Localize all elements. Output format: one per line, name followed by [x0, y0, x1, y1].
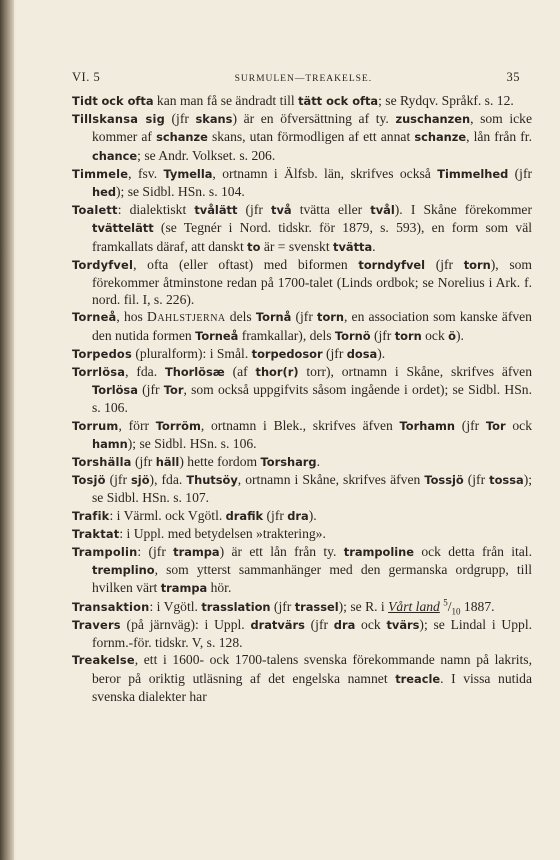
bold-term: tvärs — [386, 617, 420, 632]
entry-text: ). — [377, 345, 386, 361]
headword: Tillskansa sig — [72, 112, 165, 127]
entry-text: . — [316, 454, 320, 470]
bold-term: to — [247, 239, 261, 254]
entry-text: : i Vgötl. — [149, 598, 202, 614]
headword: Transaktion — [72, 599, 150, 614]
entry-text: ; se Rydqv. Språkf. s. 12. — [378, 93, 514, 108]
entry-text: (jfr — [270, 598, 295, 614]
entry-text: : i Uppl. med betydelsen »traktering». — [119, 525, 326, 541]
entry-text: (jfr — [164, 111, 196, 127]
entry-text: ock — [355, 616, 387, 632]
entry-text: ) är en öfversättning af ty. — [232, 111, 396, 127]
entry-torrum — [72, 417, 532, 453]
bold-term: Thutsöy — [186, 473, 238, 488]
entry-text: ); se R. i — [338, 598, 389, 614]
entry-text: , som ytterst sammanhänger med den germanska ordgrupp, till hvilken värt — [92, 562, 532, 596]
entry-text: : dialektiskt — [117, 202, 195, 218]
bold-term: torndyfvel — [358, 257, 425, 272]
entry-torpedos — [72, 345, 532, 363]
bold-term: dra — [287, 508, 309, 523]
entry-text: : (jfr — [137, 544, 174, 560]
headword: Torshälla — [72, 455, 132, 470]
entry-text: (jfr — [322, 345, 347, 361]
entry-text: , lån från fr. — [466, 129, 532, 145]
entry-text: (af — [224, 364, 256, 380]
headword: Timmele — [72, 166, 129, 181]
headword: Torrlösa — [72, 365, 126, 380]
entry-torrlosa — [72, 363, 532, 417]
running-header — [72, 70, 520, 85]
entry-tordyfvel — [72, 256, 532, 309]
entry-text: ). — [308, 507, 317, 523]
bold-term: tvättelätt — [92, 221, 154, 236]
bold-term: Tor — [485, 418, 506, 433]
entry-text: , ett i 1600- ock 1700-talens svenska förekommande namn på lakrits, beror på oriktig utläsning af det engelska namnet — [92, 652, 532, 686]
bold-term: Tornå — [255, 310, 292, 325]
bold-term: treacle — [395, 671, 441, 686]
bold-term: Tossjö — [424, 473, 464, 488]
bold-term: Tornö — [334, 328, 371, 343]
entry-trampolin — [72, 543, 532, 598]
bold-term: thor(r) — [255, 365, 299, 380]
entry-text: är = svenskt — [260, 238, 334, 254]
bold-term: Torlösa — [92, 383, 138, 398]
entry-text: hör. — [207, 580, 232, 596]
entry-text: dels — [225, 309, 256, 325]
entry-text: (jfr — [131, 454, 156, 470]
entry-text: . I vissa nutida svenska dialekter har — [92, 670, 532, 704]
bold-term: dosa — [346, 346, 378, 361]
bold-term: Torneå — [195, 328, 239, 343]
bold-term: dratvärs — [250, 617, 305, 632]
headword: Tidt — [72, 94, 99, 108]
entry-timmele — [72, 165, 532, 201]
entry-text: framkallar), dels — [238, 327, 335, 343]
bold-term: trasslation — [201, 599, 271, 614]
entry-text: , en association som kanske äfven den nutida formen — [92, 309, 532, 343]
entry-toalett — [72, 201, 532, 256]
entry-text: ), fda. — [149, 472, 187, 488]
entry-text: ); se Lindal i Uppl. fornm.-för. tidskr. V, s. 128. — [92, 616, 532, 651]
headword: Treakelse — [72, 653, 135, 668]
bold-term: chance — [92, 148, 138, 163]
bold-term: tremplino — [92, 563, 155, 578]
bold-term: trampa — [160, 581, 208, 596]
bold-term: schanze — [414, 130, 467, 145]
bold-term: sjö — [131, 473, 150, 488]
bold-term: torpedosor — [251, 346, 323, 361]
headword: Torpedos — [72, 346, 132, 361]
entry-text: , ofta (eller oftast) med biformen — [133, 256, 359, 272]
headword: Torrum — [72, 418, 119, 433]
headword: Torneå — [72, 310, 117, 325]
entry-text: (jfr — [455, 417, 486, 433]
bold-term: Torsharg — [260, 455, 317, 470]
bold-term: skans — [195, 112, 233, 127]
entry-text: skans, utan förmodligen af ett annat — [207, 129, 415, 145]
bold-term: trassel — [294, 599, 339, 614]
entry-text: , som också uppgifvits såsom ingående i ordet); se Sidbl. HSn. s. 106. — [92, 382, 532, 416]
headword: Toalett — [72, 203, 118, 218]
bold-term: hamn — [92, 436, 128, 451]
entry-text: , hos — [116, 309, 147, 325]
entry-text: ). I Skåne förekommer — [394, 202, 532, 218]
bold-term: Thorlösæ — [164, 365, 225, 380]
bold-term: Tor — [163, 383, 184, 398]
headword: Tordyfvel — [72, 257, 134, 272]
entry-travers — [72, 616, 532, 651]
entry-text: ) hette fordom — [179, 454, 261, 470]
bold-term: häll — [155, 455, 180, 470]
bold-term: schanze — [156, 130, 208, 145]
section-number: VI. 5 — [72, 70, 101, 84]
entry-text: (jfr — [463, 472, 490, 488]
dictionary-entries — [72, 92, 532, 705]
entry-text: . — [372, 238, 376, 254]
bold-term: Tymella — [163, 166, 213, 181]
bold-term: trampoline — [343, 545, 415, 560]
bold-term: trampa — [173, 545, 220, 560]
entry-text: (jfr — [291, 309, 318, 325]
bold-term: drafik — [225, 508, 264, 523]
entry-torshalla — [72, 453, 532, 471]
bold-term: torn — [463, 257, 491, 272]
entry-tidt — [72, 92, 532, 110]
entry-text: (jfr — [263, 507, 288, 523]
entry-text: ), som förekommer åtminstone redan på 1700-talet (Linds ordbok; se Norelius i Ark. f. nord. fil. I, s. 226). — [92, 256, 533, 308]
headword: Tosjö — [72, 473, 106, 488]
entry-text: (jfr — [370, 327, 395, 343]
page-number: 35 — [506, 70, 520, 84]
entry-text: (jfr — [508, 165, 532, 181]
bold-term: torn — [394, 328, 422, 343]
scan-binding-edge — [0, 0, 14, 860]
bold-term: ö — [448, 328, 456, 343]
entry-text: ) är ett lån från ty. — [219, 544, 344, 560]
journal-title: Vårt land — [388, 598, 440, 614]
bold-term: hed — [92, 185, 116, 200]
bold-term: zuschanzen — [395, 112, 471, 127]
bold-term: Torhamn — [399, 418, 456, 433]
headword: Traktat — [72, 526, 120, 541]
entry-text: , som icke kommer af — [92, 111, 533, 145]
entry-text: , förr — [118, 417, 156, 433]
date-slash: / — [447, 598, 452, 614]
bold-term: ock ofta — [101, 94, 154, 108]
entry-text: tvätta eller — [291, 202, 371, 218]
entry-text: (pluralform): i Smål. — [131, 345, 252, 361]
headword: Trampolin — [72, 545, 138, 560]
entry-text: , fsv. — [128, 165, 164, 181]
entry-text: ock — [421, 327, 449, 343]
entry-text: , fda. — [125, 364, 165, 380]
bold-term: Torröm — [155, 418, 201, 433]
entry-tornea — [72, 308, 532, 344]
entry-text: (se Tegnér i Nord. tidskr. för 1879, s. 593), en form som väl framkallats däraf, att danskt — [92, 220, 532, 254]
entry-transaktion — [72, 598, 532, 616]
entry-text: ). — [455, 327, 464, 343]
entry-text: , ortnamn i Älfsb. län, skrifves också — [212, 165, 438, 181]
entry-text: (jfr — [237, 202, 272, 218]
entry-tillskansa — [72, 110, 532, 165]
entry-trafik — [72, 507, 532, 525]
entry-text: (på järnväg): i Uppl. — [120, 616, 251, 632]
author-name: Dahlstjerna — [147, 309, 226, 325]
bold-term: dra — [333, 617, 356, 632]
headword: Travers — [72, 617, 121, 632]
entry-text: (jfr — [304, 616, 334, 632]
entry-text: (jfr — [137, 382, 164, 398]
bold-term: tvål — [370, 203, 395, 218]
entry-text: , ortnamn i Blek., skrifves äfven — [200, 417, 400, 433]
bold-term: tossa — [489, 473, 524, 488]
entry-text: ); se Sidbl. HSn. s. 104. — [116, 184, 245, 200]
bold-term: tätt ock ofta — [298, 94, 379, 108]
date-month: 10 — [451, 606, 461, 617]
entry-text: ock — [505, 417, 532, 433]
bold-term: tvålätt — [194, 203, 238, 218]
entry-text: , ortnamn i Skåne, skrifves äfven — [237, 472, 425, 488]
entry-text: ); se Sidbl. HSn. s. 107. — [92, 472, 532, 506]
entry-traktat — [72, 525, 532, 543]
bold-term: tvätta — [333, 239, 373, 254]
bold-term: Timmelhed — [437, 166, 509, 181]
entry-tosjo — [72, 471, 532, 506]
entry-text: (jfr — [425, 256, 464, 272]
entry-text: ); se Sidbl. HSn. s. 106. — [127, 435, 257, 451]
entry-treakelse — [72, 651, 532, 705]
entry-text: kan man få se ändradt till — [153, 93, 299, 108]
entry-text: ; se Andr. Volkset. s. 206. — [137, 147, 276, 163]
bold-term: torn — [317, 310, 345, 325]
entry-text: 1887. — [460, 598, 495, 614]
book-page — [16, 0, 560, 860]
entry-text: : i Värml. ock Vgötl. — [109, 507, 226, 523]
bold-term: två — [271, 203, 292, 218]
entry-text: (jfr — [105, 472, 132, 488]
running-title: SURMULEN—TREAKELSE. — [234, 74, 373, 84]
entry-text: torr), ortnamn i Skåne, skrifves äfven — [298, 364, 533, 380]
headword: Trafik — [72, 508, 110, 523]
entry-text: ock detta från ital. — [414, 544, 532, 560]
date-day: 5 — [443, 597, 448, 608]
